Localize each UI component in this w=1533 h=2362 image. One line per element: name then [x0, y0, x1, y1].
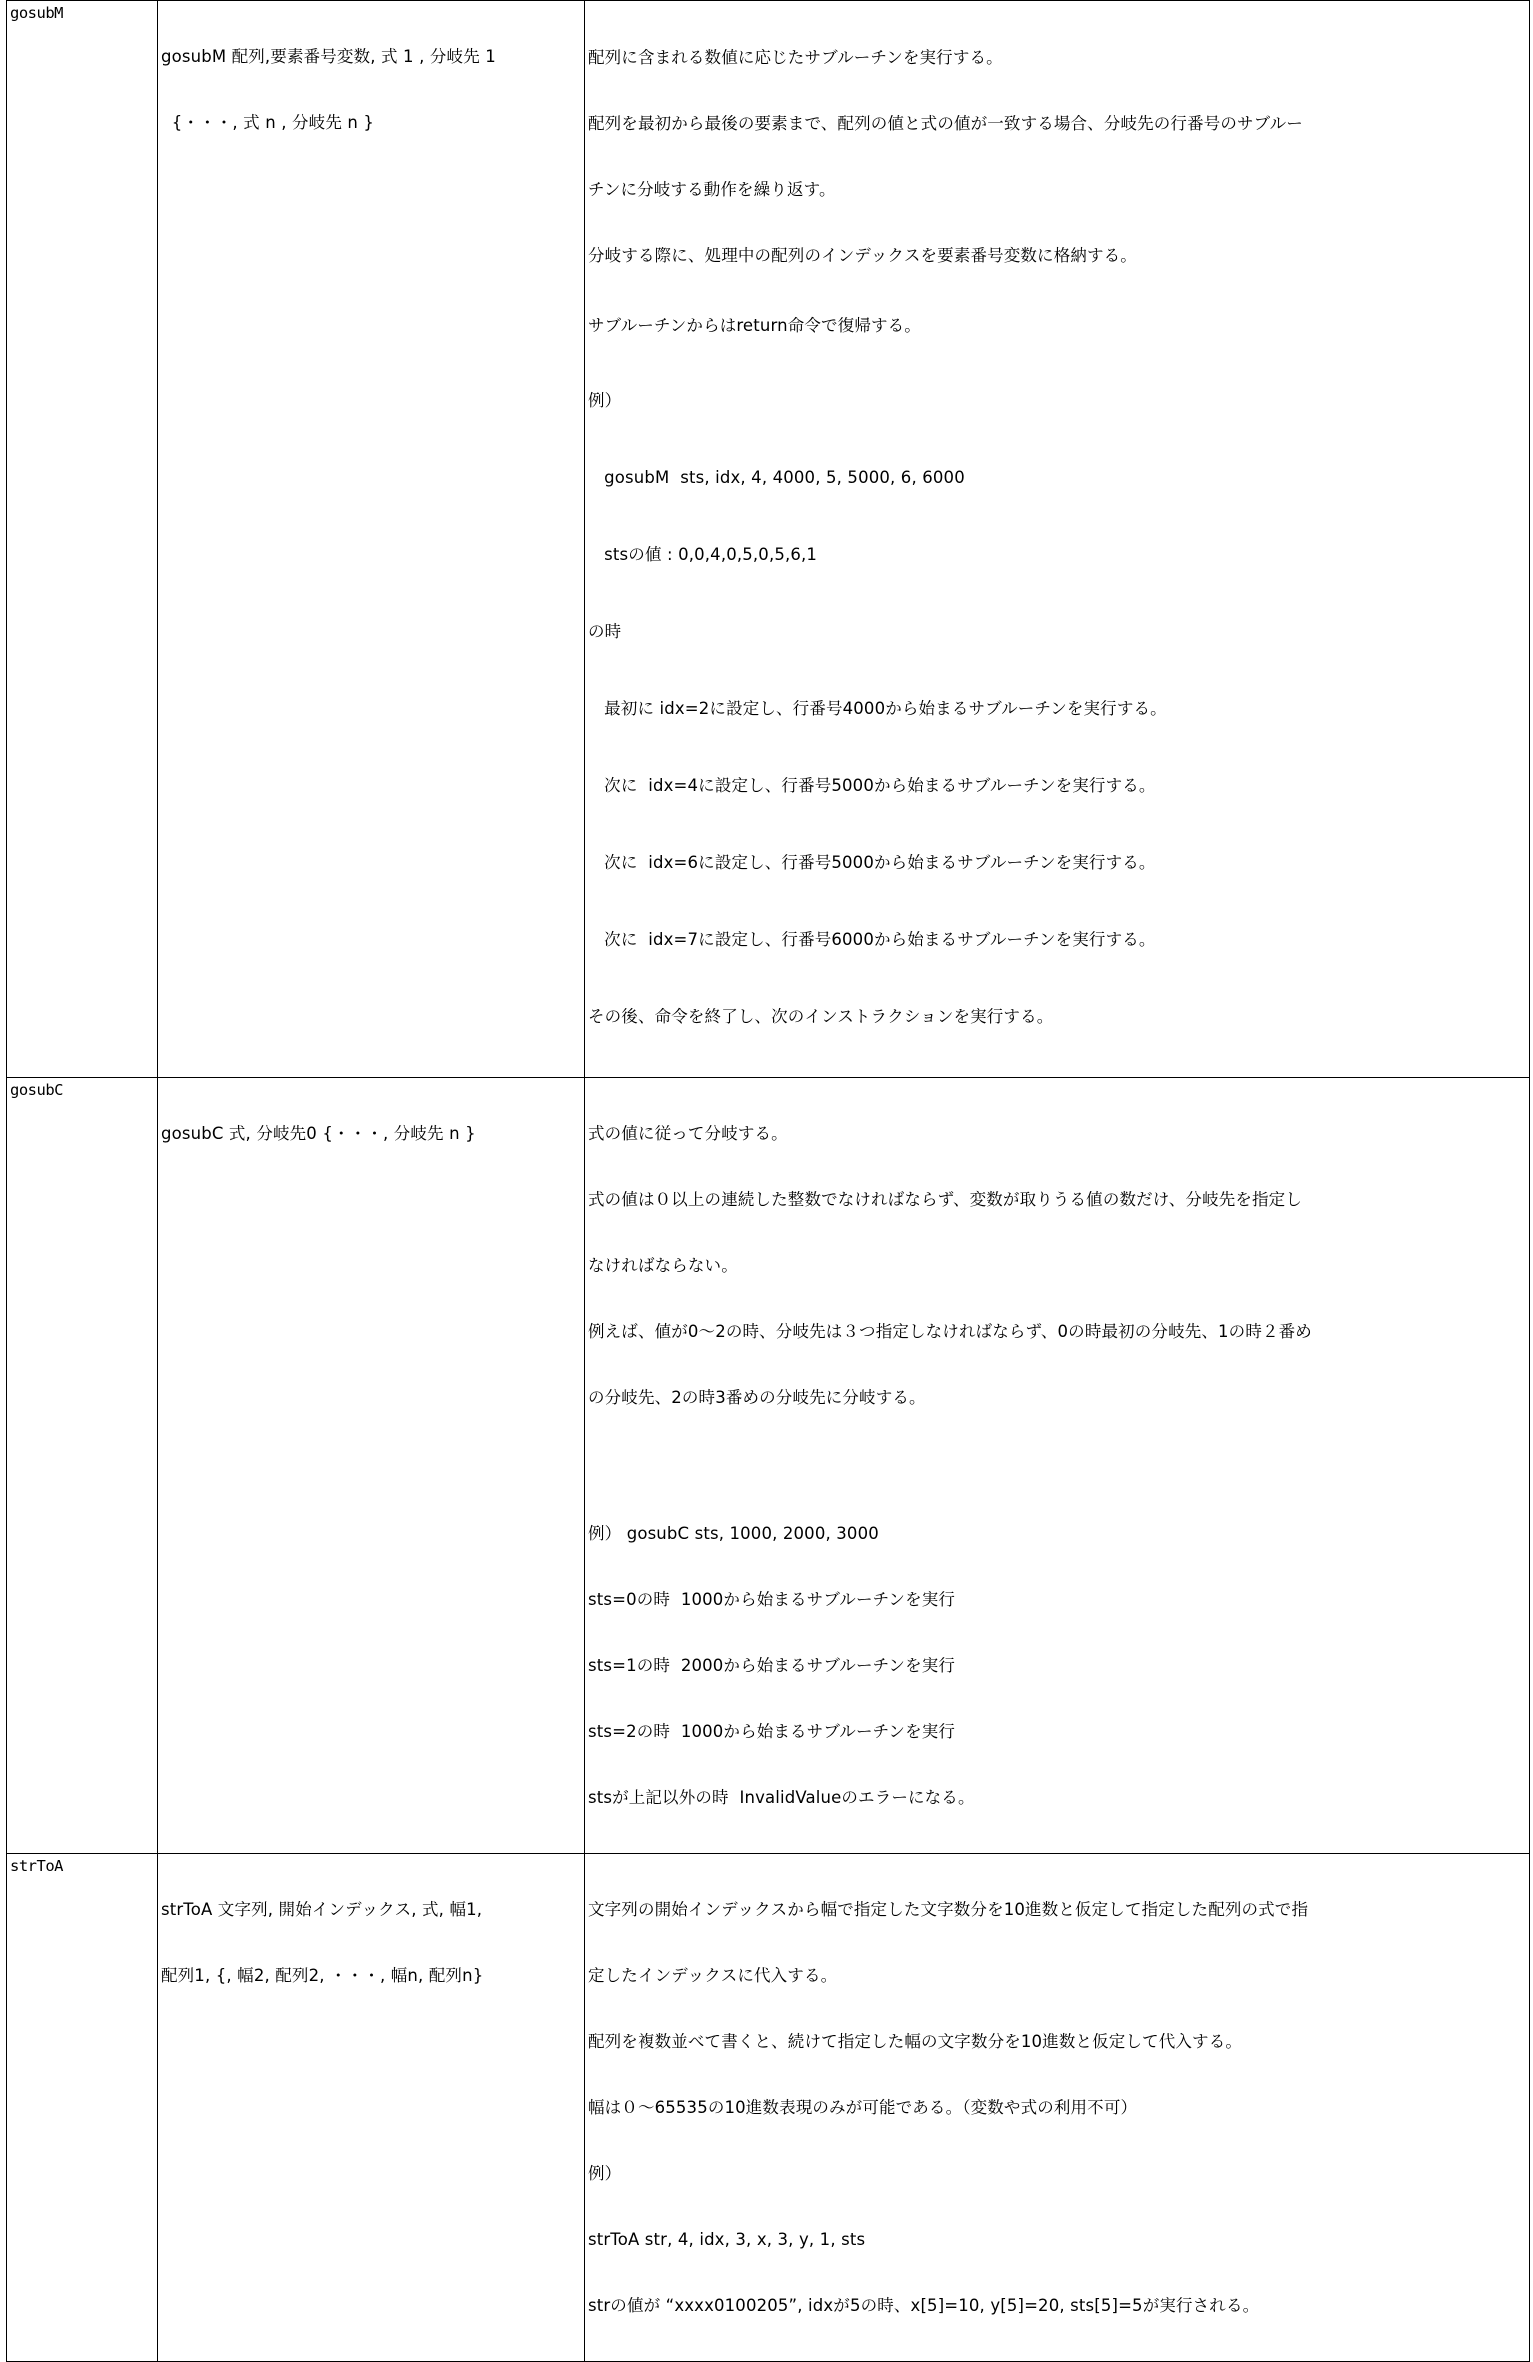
syntax-text: [158, 1, 584, 178]
description-line: 例）: [588, 2164, 622, 2183]
syntax-line: 配列1, {, 幅2, 配列2, ・・・, 幅n, 配列n}: [161, 1966, 484, 1985]
command-name-cell: [7, 1854, 158, 2362]
syntax-cell: [158, 1078, 585, 1854]
command-name: strToA: [10, 1857, 63, 1875]
description-line: 文字列の開始インデックスから幅で指定した文字数分を10進数と仮定して指定した配列の式で指: [588, 1900, 1309, 1919]
description-line: stsの値 : 0,0,4,0,5,0,5,6,1: [588, 545, 818, 564]
description-text: [585, 1078, 1529, 1853]
command-name-cell: [7, 1078, 158, 1854]
table-row: [7, 1, 1530, 1078]
description-cell: [585, 1854, 1530, 2362]
syntax-line: strToA 文字列, 開始インデックス, 式, 幅1,: [161, 1900, 483, 1919]
table-row: [7, 1078, 1530, 1854]
syntax-text: [158, 1854, 584, 2031]
description-line: サブルーチンからはreturn命令で復帰する。: [588, 316, 921, 335]
description-line: の時: [588, 622, 622, 641]
description-line: 定したインデックスに代入する。: [588, 1966, 838, 1985]
description-line: 幅は０～65535の10進数表現のみが可能である。（変数や式の利用不可）: [588, 2098, 1138, 2117]
description-line: 分岐する際に、処理中の配列のインデックスを要素番号変数に格納する。: [588, 246, 1137, 265]
description-line: 配列を最初から最後の要素まで、配列の値と式の値が一致する場合、分岐先の行番号のサブルー: [588, 114, 1303, 133]
description-line: strの値が “xxxx0100205”, idxが5の時、x[5]=10, y[5]=20, sts[5]=5が実行される。: [588, 2296, 1260, 2315]
syntax-cell: [158, 1854, 585, 2362]
description-line: 配列を複数並べて書くと、続けて指定した幅の文字数分を10進数と仮定して代入する。: [588, 2032, 1242, 2051]
command-name-cell: [7, 1, 158, 1078]
command-name: gosubC: [10, 1081, 63, 1099]
syntax-line: {・・・, 式 n , 分岐先 n }: [161, 113, 375, 132]
syntax-text: [158, 1078, 584, 1189]
description-line: なければならない。: [588, 1256, 738, 1275]
description-line: その後、命令を終了し、次のインストラクションを実行する。: [588, 1007, 1054, 1026]
description-line: 例）: [588, 391, 622, 410]
syntax-line: gosubC 式, 分岐先0 {・・・, 分岐先 n }: [161, 1124, 476, 1143]
syntax-cell: [158, 1, 585, 1078]
description-line: strToA str, 4, idx, 3, x, 3, y, 1, sts: [588, 2230, 866, 2249]
command-name: gosubM: [10, 4, 63, 22]
description-blank-line: [588, 1453, 1526, 1475]
description-line: 例） gosubC sts, 1000, 2000, 3000: [588, 1524, 879, 1543]
description-line: チンに分岐する動作を繰り返す。: [588, 180, 836, 199]
description-text: [585, 1, 1529, 1077]
description-line: 例えば、値が0～2の時、分岐先は３つ指定しなければならず、0の時最初の分岐先、1の時２番め: [588, 1322, 1312, 1341]
description-line: 最初に idx=2に設定し、行番号4000から始まるサブルーチンを実行する。: [588, 699, 1167, 718]
description-line: の分岐先、2の時3番めの分岐先に分岐する。: [588, 1388, 926, 1407]
description-line: sts=1の時 2000から始まるサブルーチンを実行: [588, 1656, 956, 1675]
description-line: 次に idx=4に設定し、行番号5000から始まるサブルーチンを実行する。: [588, 776, 1156, 795]
description-cell: [585, 1078, 1530, 1854]
description-line: 次に idx=7に設定し、行番号6000から始まるサブルーチンを実行する。: [588, 930, 1156, 949]
description-line: gosubM sts, idx, 4, 4000, 5, 5000, 6, 6000: [588, 468, 965, 487]
description-line: 式の値に従って分岐する。: [588, 1124, 788, 1143]
description-line: sts=0の時 1000から始まるサブルーチンを実行: [588, 1590, 956, 1609]
description-line: 式の値は０以上の連続した整数でなければならず、変数が取りうる値の数だけ、分岐先を指定し: [588, 1190, 1302, 1209]
table-row: [7, 1854, 1530, 2362]
description-line: sts=2の時 1000から始まるサブルーチンを実行: [588, 1722, 956, 1741]
syntax-line: gosubM 配列,要素番号変数, 式 1 , 分岐先 1: [161, 47, 496, 66]
description-cell: [585, 1, 1530, 1078]
description-line: 次に idx=6に設定し、行番号5000から始まるサブルーチンを実行する。: [588, 853, 1156, 872]
command-reference-table: [6, 0, 1530, 2362]
description-text: [585, 1854, 1529, 2361]
description-line: stsが上記以外の時 InvalidValueのエラーになる。: [588, 1788, 975, 1807]
description-line: 配列に含まれる数値に応じたサブルーチンを実行する。: [588, 48, 1003, 67]
